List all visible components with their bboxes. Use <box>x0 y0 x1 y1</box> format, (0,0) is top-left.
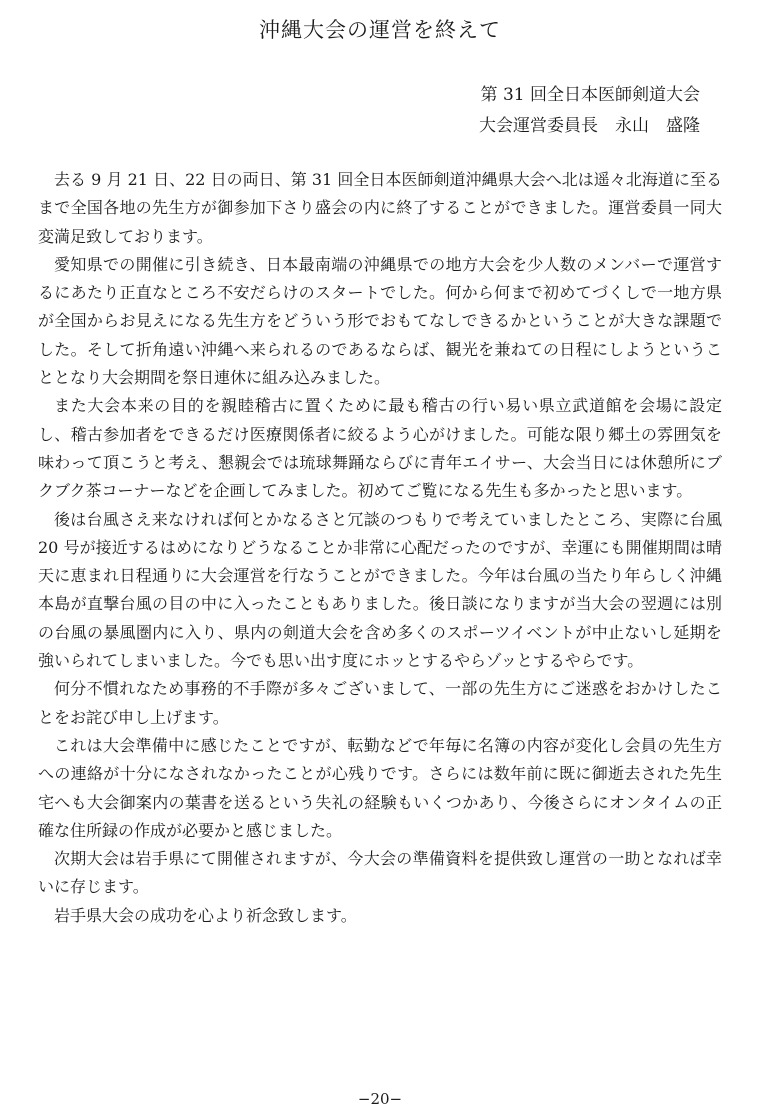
page-number: −20− <box>357 1090 403 1108</box>
byline-author: 大会運営委員長 永山 盛隆 <box>479 116 700 136</box>
paragraph: 愛知県での開催に引き続き、日本最南端の沖縄県での地方大会を少人数のメンバーで運営するにあたり正直なところ不安だらけのスタートでした。何から何まで初めてづくしで一地方県が全国からお見えになる先生方をどういう形でおもてなしできるかということが大きな課題でした。そして折角遠い沖縄へ来られるのであるならば、観光を兼ねての日程にしようということとなり大会期間を祭日連休に組み込みました。 <box>38 254 722 388</box>
document-title: 沖縄大会の運営を終えて <box>259 18 501 42</box>
paragraph: 去る 9 月 21 日、22 日の両日、第 31 回全日本医師剣道沖縄県大会へ北は遥々北海道に至るまで全国各地の先生方が御参加下さり盛会の内に終了することができました。運営委員一同大変満足致しております。 <box>38 170 722 246</box>
paragraph: 次期大会は岩手県にて開催されますが、今大会の準備資料を提供致し運営の一助となれば幸いに存じます。 <box>38 849 722 897</box>
article-body <box>38 166 722 930</box>
paragraph: 岩手県大会の成功を心より祈念致します。 <box>54 905 357 925</box>
paragraph: 何分不慣れなため事務的不手際が多々ございまして、一部の先生方にご迷惑をおかけしたことをお詫び申し上げます。 <box>38 679 722 727</box>
byline <box>479 80 700 142</box>
paragraph: これは大会準備中に感じたことですが、転勤などで年毎に名簿の内容が変化し会員の先生方への連絡が十分になされなかったことが心残りです。さらには数年前に既に御逝去された先生宅へも大会御案内の葉書を送るという失礼の経験もいくつかあり、今後さらにオンタイムの正確な住所録の作成が必要かと感じました。 <box>38 735 722 840</box>
byline-event: 第 31 回全日本医師剣道大会 <box>480 85 700 105</box>
paragraph: 後は台風さえ来なければ何とかなるさと冗談のつもりで考えていましたところ、実際に台風 20 号が接近するはめになりどうなることか非常に心配だったのですが、幸運にも開催期間は晴天に恵まれ日程通りに大会運営を行なうことができました。今年は台風の当たり年らしく沖縄本島が直撃台風の目の中に入ったこともありました。後日談になりますが当大会の翌週には別の台風の暴風圏内に入り、県内の剣道大会を含め多くのスポーツイベントが中止ないし延期を強いられてしまいました。今でも思い出す度にホッとするやらゾッとするやらです。 <box>38 509 722 671</box>
paragraph: また大会本来の目的を親睦稽古に置くために最も稽古の行い易い県立武道館を会場に設定し、稽古参加者をできるだけ医療関係者に絞るよう心がけました。可能な限り郷土の雰囲気を味わって頂こうと考え、懇親会では琉球舞踊ならびに青年エイサー、大会当日には休憩所にブクブク茶コーナーなどを企画してみました。初めてご覧になる先生も多かったと思います。 <box>38 396 722 501</box>
